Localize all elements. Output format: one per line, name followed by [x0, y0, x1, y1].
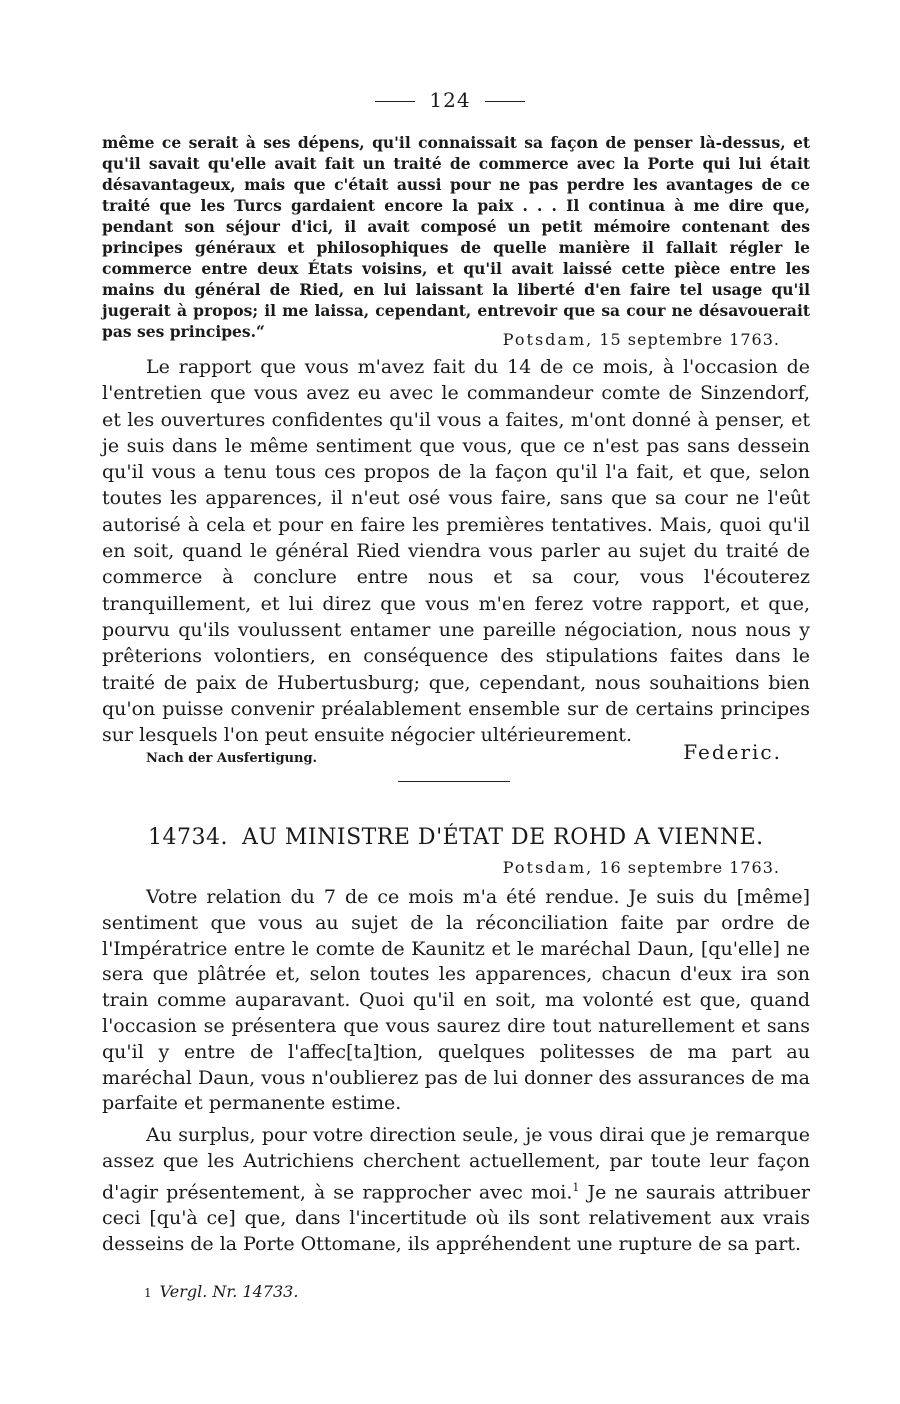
header-rule-right [485, 101, 525, 102]
footnote-mark: 1 [144, 1286, 152, 1300]
page-number: 124 [429, 88, 471, 112]
letter2-dateline [503, 858, 780, 877]
quoted-report: même ce serait à ses dépens, qu'il connaissait sa façon de penser là-dessus, et qu'il savait qu'elle avait fait un traité de commerce avec la Porte qui lui était désavantageux, mais que c'était aussi pour ne pas perdre les avantages de ce traité que les Turcs gardaient encore la paix . . . Il continua à me dire que, pendant son séjour d'ici, il avait composé un petit mémoire contenant des principes généraux et philosophiques de quelle manière il fallait régler le commerce entre deux États voisins, et qu'il avait laissé cette pièce entre les mains du général de Ried, en lui laissant la liberté d'en faire tel usage qu'il jugerait à propos; il me laissa, cependant, entrevoir que sa cour ne désavouerait pas ses principes.“ [102, 133, 810, 341]
letter2-paragraph-2 [102, 1123, 810, 1257]
letter2-number: 14734. [148, 825, 228, 850]
letter2-body [102, 885, 810, 1263]
letter1-date: 15 septembre 1763. [599, 330, 780, 349]
letter2-title: AU MINISTRE D'ÉTAT DE ROHD A VIENNE. [241, 825, 764, 850]
letter2-paragraph-1: Votre relation du 7 de ce mois m'a été rendue. Je suis du [même] sentiment que vous au sujet de la réconciliation faite par ordre de l'Impératrice entre le comte de Kaunitz et le maréchal Daun, [qu'elle] ne sera que plâtrée et, selon toutes les apparences, chacun d'eux ira son train comme auparavant. Quoi qu'il en soit, ma volonté est que, quand l'occasion se présentera que vous saurez dire tout naturellement et sans qu'il y entre de l'affec[ta]tion, quelques politesses de ma part au maréchal Daun, vous n'oublierez pas de lui donner des assurances de ma parfaite et permanente estime. [102, 886, 810, 1115]
letter1-body: Le rapport que vous m'avez fait du 14 de ce mois, à l'occasion de l'entretien que vous avez eu avec le commandeur comte de Sinzendorf, et les ouvertures confidentes qu'il vous a faites, m'ont donné à penser, et je suis dans le même sentiment que vous, que ce n'est pas sans dessein qu'il vous a tenu tous ces propos de la façon qu'il l'a fait, et que, selon toutes les apparences, il n'eut osé vous faire, sans que sa cour ne l'eût autorisé à cela et pour en faire les premières tentatives. Mais, quoi qu'il en soit, quand le général Ried viendra vous parler au sujet du traité de commerce à conclure entre nous et sa cour, vous l'écouterez tranquillement, et lui direz que vous m'en ferez votre rapport, et que, pourvu qu'ils voulussent entamer une pareille négociation, nous nous y prêterions volontiers, en conséquence des stipulations faites dans le traité de paix de Hubertusburg; que, cependant, nous souhaitions bien qu'on puisse convenir préalablement ensemble sur de certains principes sur lesquels l'on peut ensuite négocier ultérieurement. [102, 356, 810, 747]
footnote-text: Vergl. Nr. 14733. [159, 1282, 299, 1301]
letter2-paragraph-2-end: Je ne saurais attribuer ceci [qu'à ce] que, dans l'incertitude où ils sont relativement aux vrais desseins de la Porte Ottomane, ils appréhendent une rupture de sa part. [102, 1181, 810, 1255]
header-rule-left [375, 101, 415, 102]
footnote-reference[interactable]: 1 [572, 1180, 580, 1194]
section-divider [398, 781, 510, 782]
letter1-signature: Federic. [683, 740, 782, 764]
letter2-heading [148, 825, 764, 850]
letter1-source: Nach der Ausfertigung. [146, 751, 318, 766]
letter2-place: Potsdam, [502, 858, 594, 877]
letter1-dateline [503, 330, 780, 349]
letter2-date: 16 septembre 1763. [599, 858, 780, 877]
letter2-paragraph-2-start: Au surplus, pour votre direction seule, je vous dirai que je remarque assez que les Autrichiens cherchent actuellement, par toute leur façon d'agir présentement, à se rapprocher avec moi. [102, 1124, 810, 1204]
page-header [0, 88, 900, 112]
footnote [144, 1282, 298, 1301]
letter1-place: Potsdam, [502, 330, 594, 349]
